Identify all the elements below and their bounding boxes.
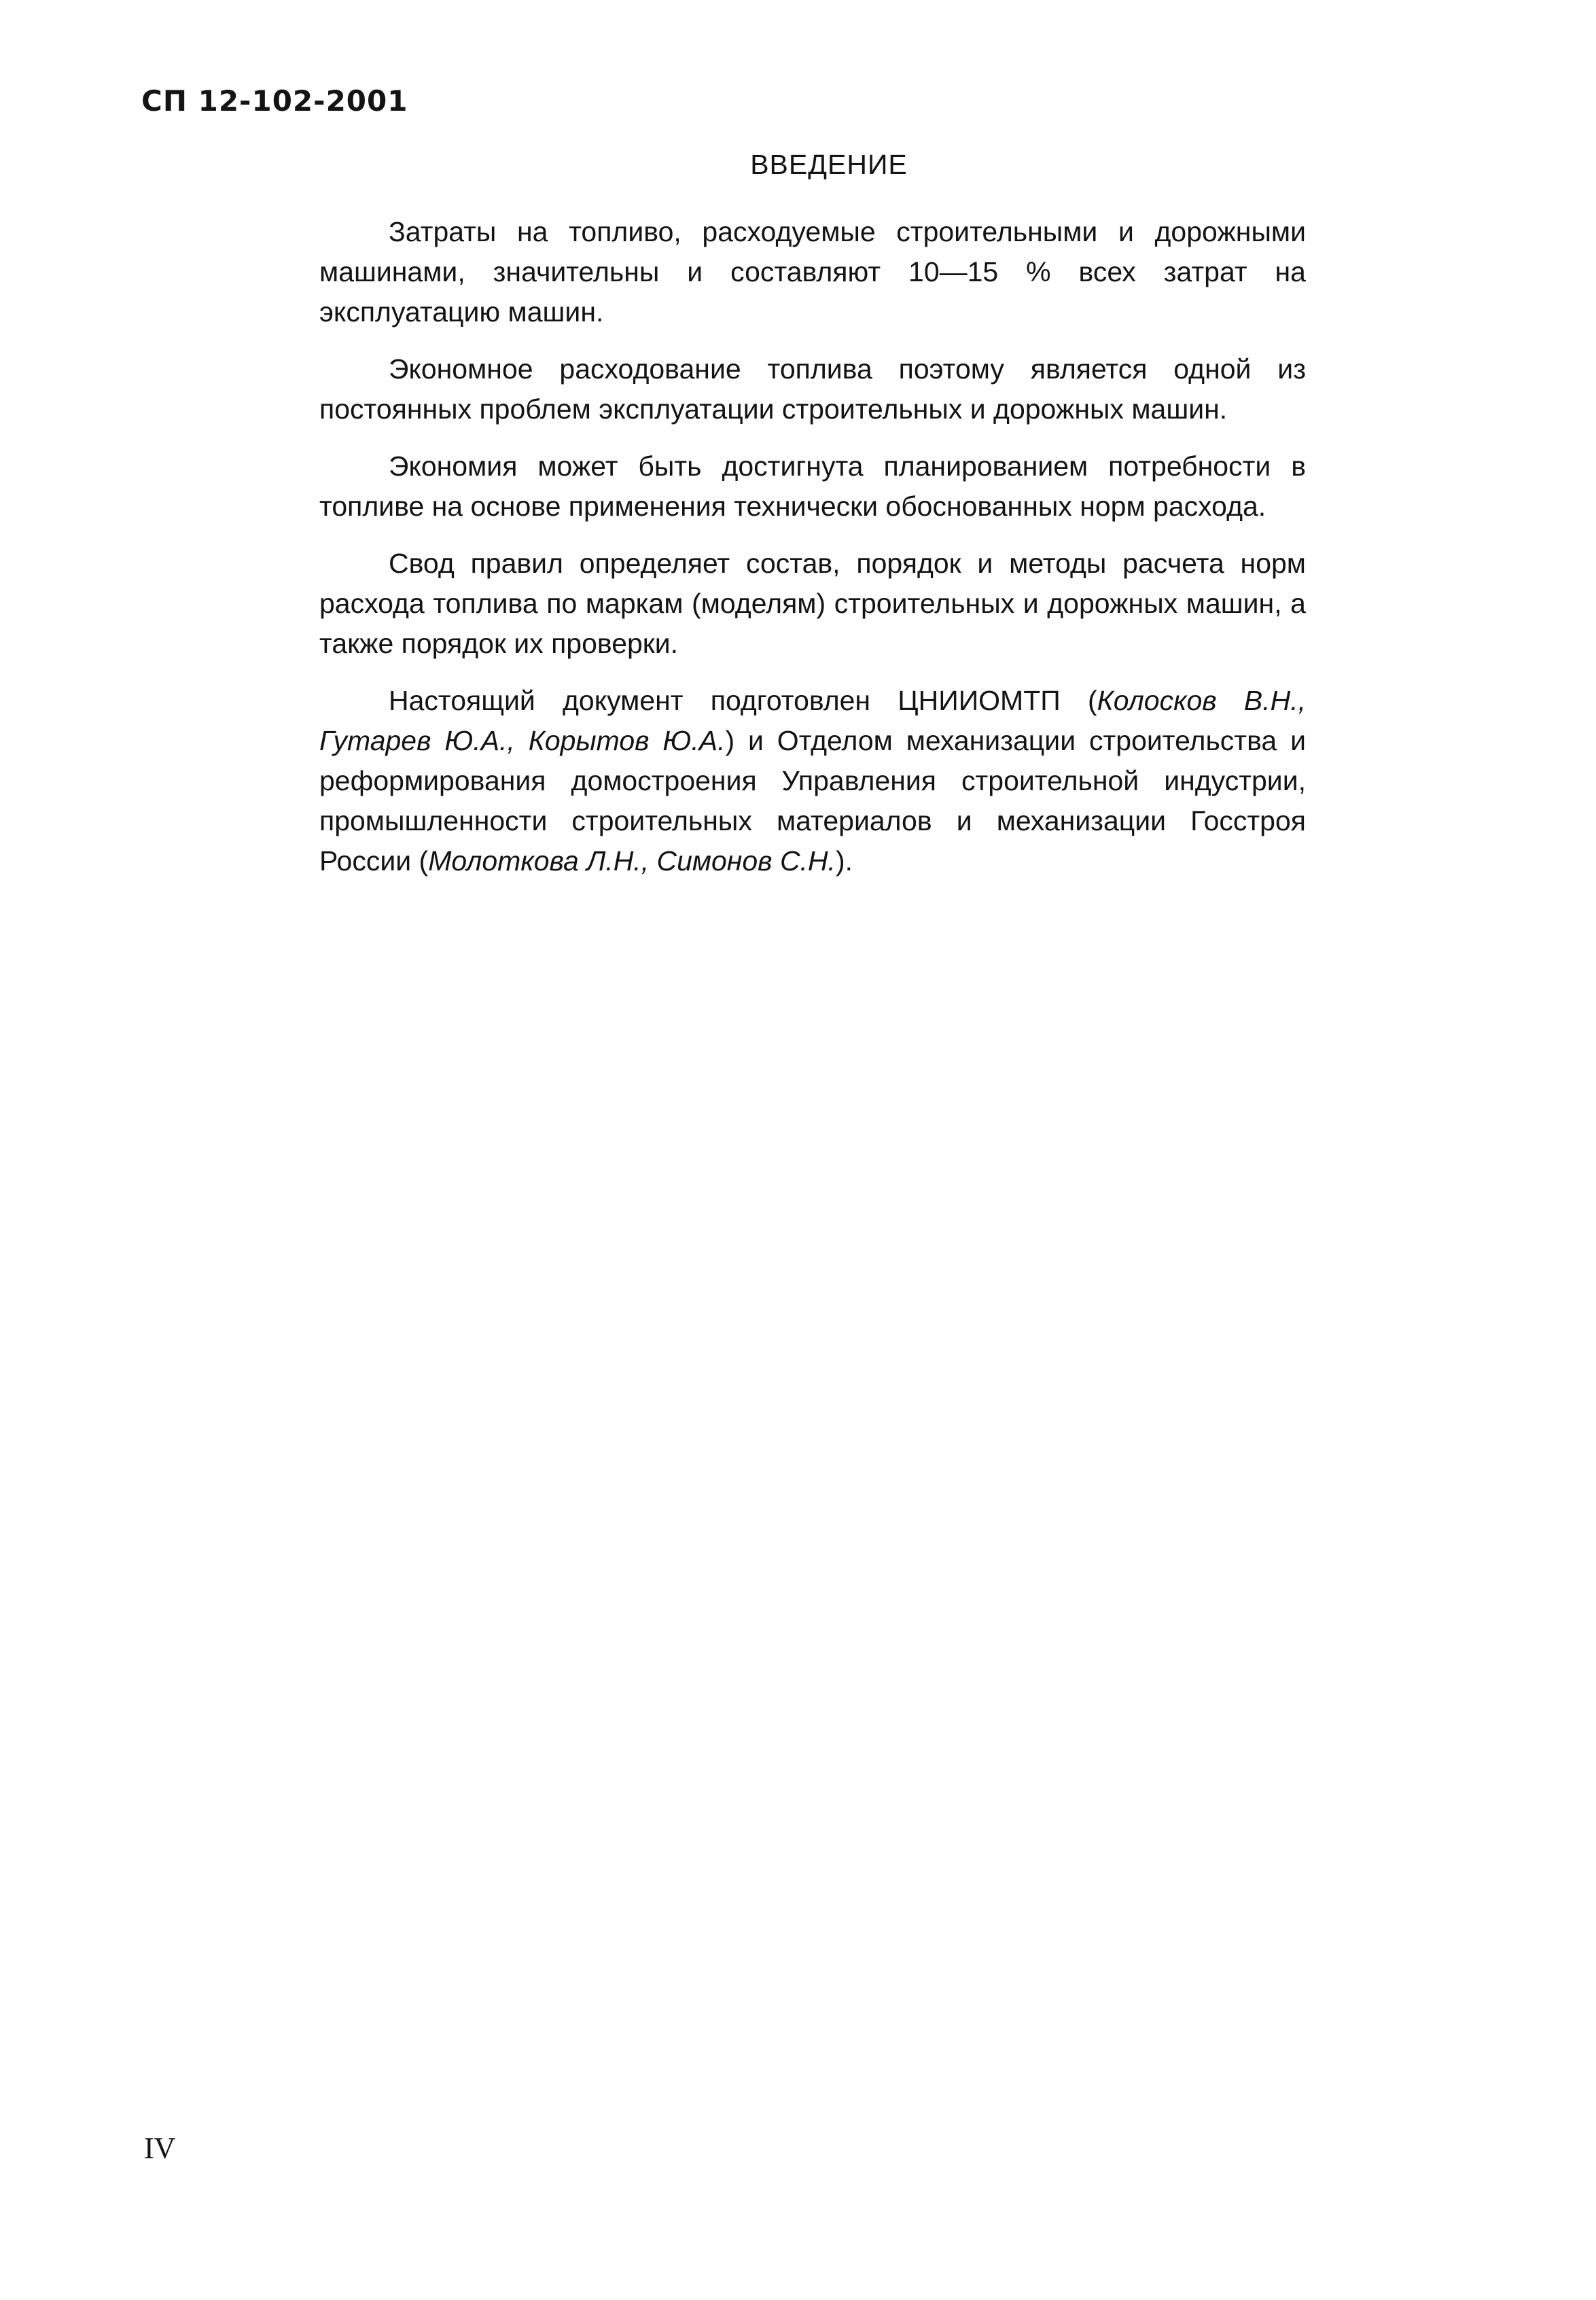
paragraph-scope: Свод правил определяет состав, порядок и методы расчета норм расхода топлива по маркам (моделям) строительных и дорожных машин, а также порядок их проверки. — [319, 548, 1306, 659]
authors-text-part-2: ) и Отделом механизации строительства и реформирования домостроения Управления строительной индустрии, промышленности строительных материалов и механизации Госстроя России ( — [319, 725, 1306, 877]
authors-gosstroy: Молоткова Л.Н., Симонов С.Н. — [428, 845, 836, 877]
body-text — [319, 212, 1306, 898]
page-number: IV — [144, 2131, 176, 2165]
paragraph-fuel-economy-problem: Экономное расходование топлива поэтому является одной из постоянных проблем эксплуатации строительных и дорожных машин. — [319, 353, 1306, 425]
authors-tsniiomtp: Колосков В.Н., Гутарев Ю.А., Корытов Ю.А. — [319, 685, 1306, 756]
running-header-document-code: СП 12-102-2001 — [141, 84, 408, 118]
paragraph-authors — [319, 681, 1306, 881]
authors-text-part-1: Настоящий документ подготовлен ЦНИИОМТП ( — [389, 685, 1097, 716]
section-title: ВВЕДЕНИЕ — [750, 149, 908, 180]
paragraph-fuel-planning: Экономия может быть достигнута планированием потребности в топливе на основе применения технически обоснованных норм расхода. — [319, 450, 1306, 522]
authors-text-part-3: ). — [835, 845, 853, 877]
paragraph-fuel-costs: Затраты на топливо, расходуемые строительными и дорожными машинами, значительны и составляют 10—15 % всех затрат на эксплуатацию машин. — [319, 216, 1306, 328]
